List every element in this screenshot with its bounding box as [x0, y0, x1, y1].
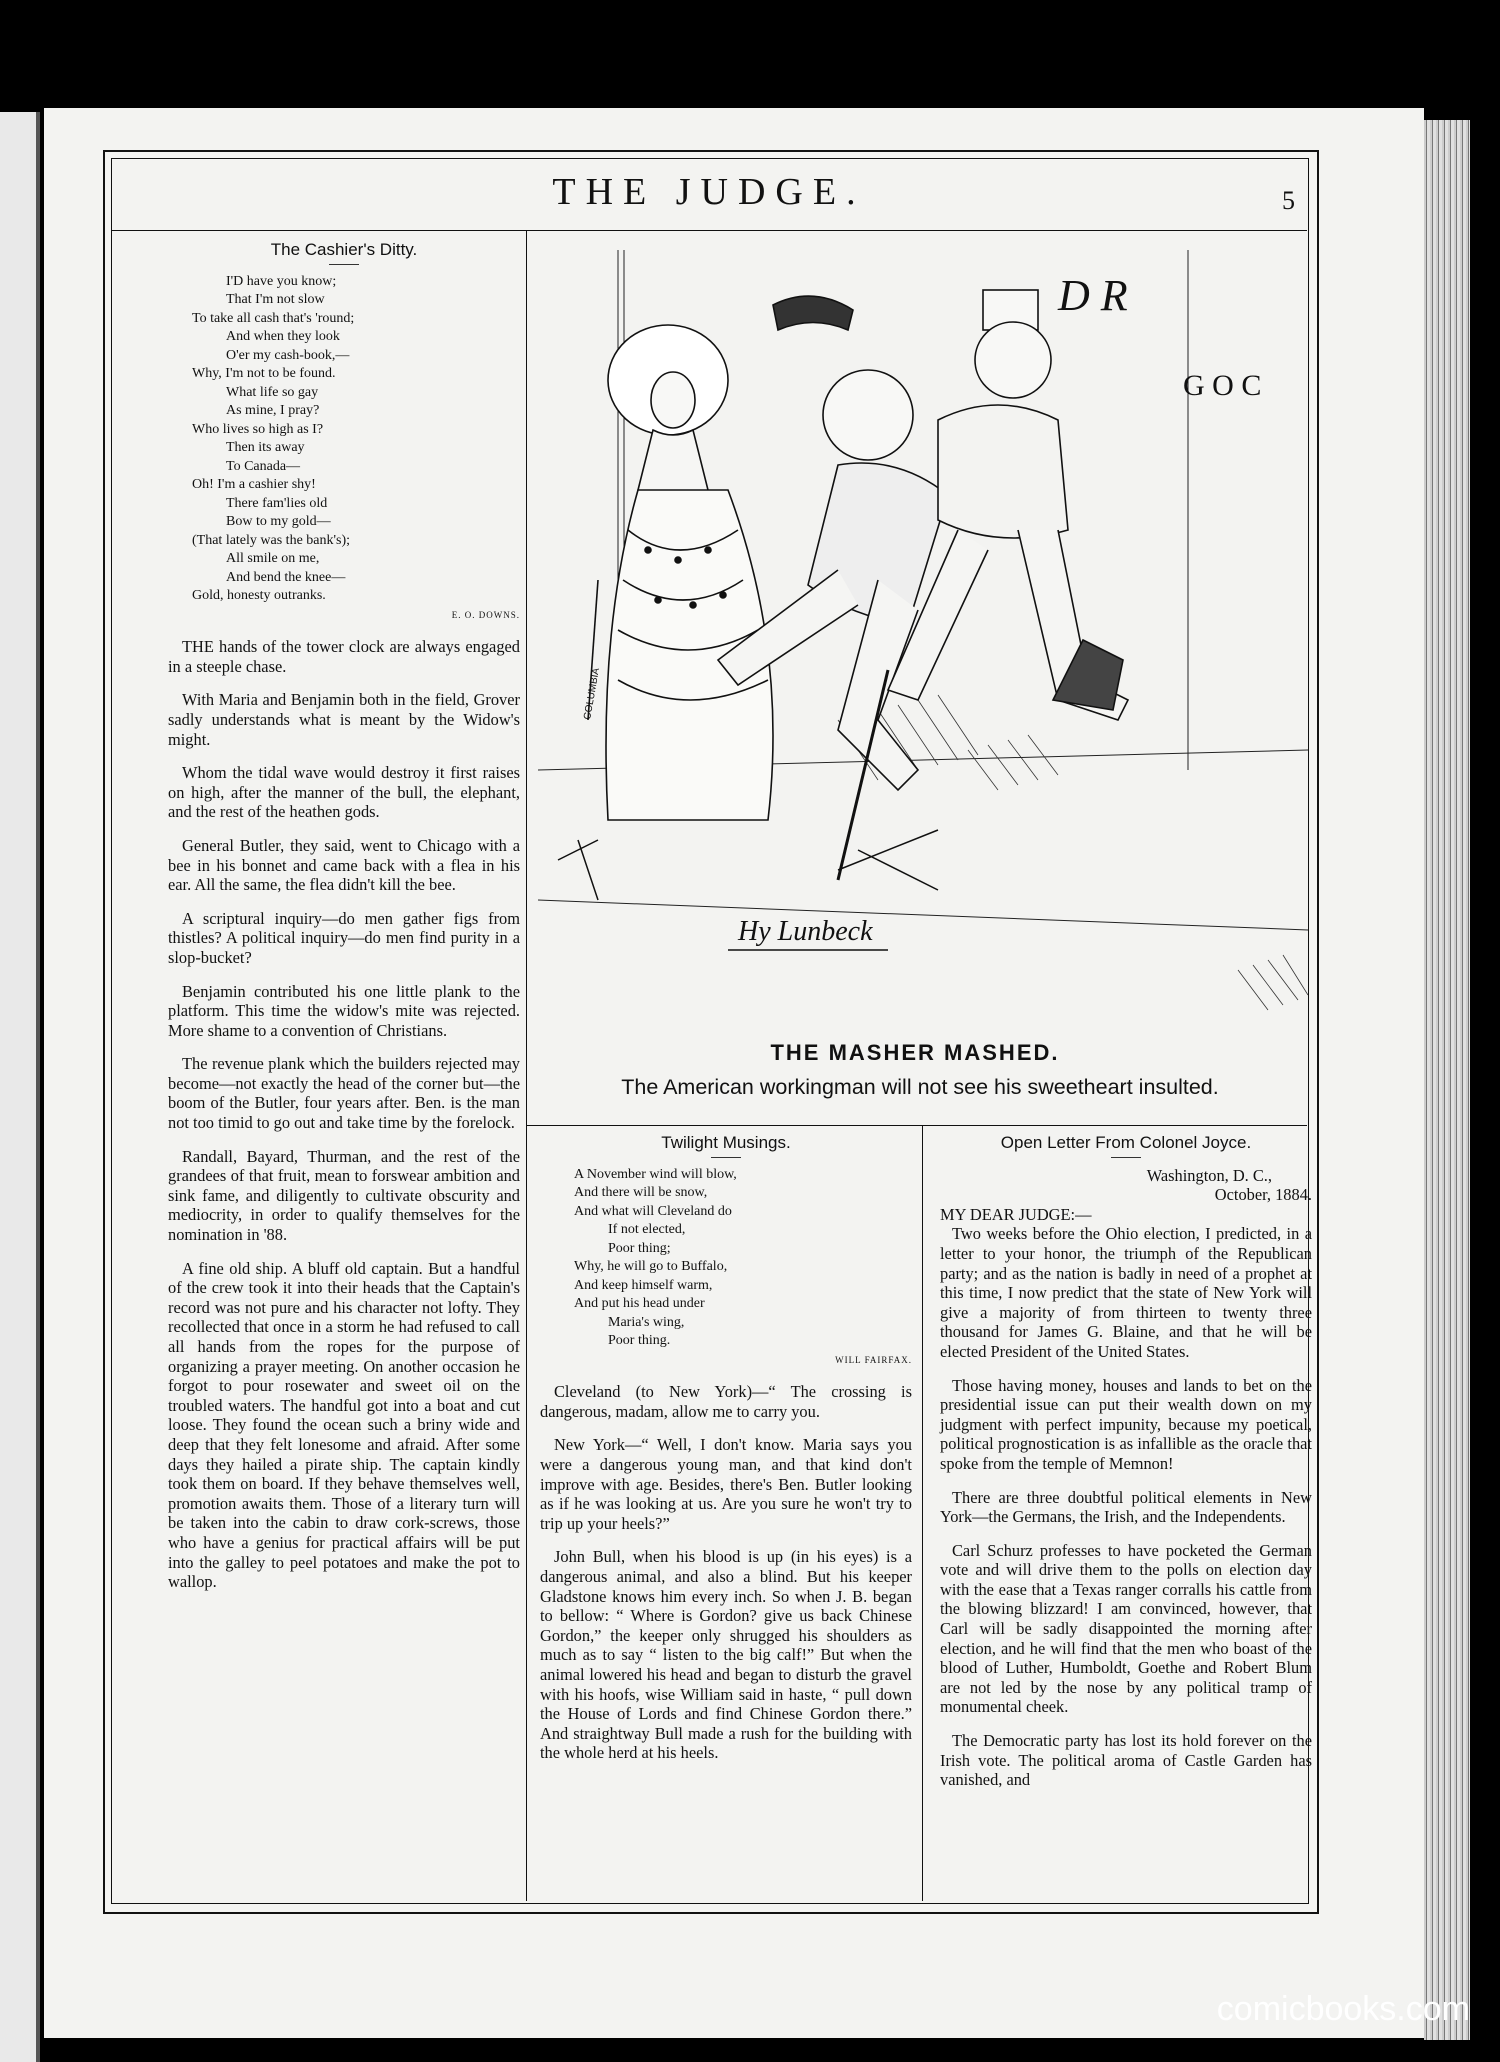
cartoon-illustration: [538, 250, 1308, 1020]
divider: [711, 1157, 741, 1158]
middle-column: [540, 1133, 912, 1777]
right-paragraphs: [940, 1224, 1312, 1789]
poem-line: Why, I'm not to be found.: [192, 366, 336, 382]
poem-line: Why, he will go to Buffalo,: [574, 1259, 728, 1275]
poem-line: And put his head under: [574, 1296, 705, 1312]
paragraph: Benjamin contributed his one little plank to the platform. This time the widow's mite was rejected. More shame to a convention of Christians.: [168, 981, 520, 1040]
salutation: MY DEAR JUDGE:—: [940, 1204, 1092, 1224]
paragraph: The revenue plank which the builders rejected may become—not exactly the head of the corner but—the boom of the Butler, four years after. Ben. is the man not too timid to go out and take time by the forelock.: [168, 1054, 520, 1133]
poem-line: Then its away: [226, 440, 305, 456]
poem-line: Gold, honesty outranks.: [192, 588, 326, 604]
page-stack-edge: [1424, 120, 1470, 2040]
wall-letters-2: G O C: [1183, 369, 1262, 402]
dateline-place: Washington, D. C.,: [1146, 1165, 1272, 1185]
paragraph: Those having money, houses and lands to bet on the presidential issue can put their wealth down on my judgment with perfect impunity, because my poetical, political prognostication is as infallible as the oracle that spoke from the temple of Memnon!: [940, 1375, 1312, 1473]
poem-line: Poor thing;: [608, 1240, 671, 1256]
artist-signature: Hy Lunbeck: [738, 916, 873, 947]
divider: [1111, 1157, 1141, 1158]
paragraph: Two weeks before the Ohio election, I predicted, in a letter to your honor, the triumph of the Republican party; and as the nation is badly in need of a prophet at this time, I now predict that the state of New York will give a majority of from thirteen to twenty three thousand for James G. Blaine, and that he will be elected President of the United States.: [940, 1224, 1312, 1361]
poem-author: E. O. DOWNS.: [451, 609, 520, 620]
paragraph: A scriptural inquiry—do men gather figs from thistles? A political inquiry—do men find purity in a slop-bucket?: [168, 908, 520, 967]
poem-line: O'er my cash-book,—: [226, 347, 350, 363]
right-column: [940, 1133, 1312, 1804]
masthead-rule: [111, 230, 1307, 231]
poem-line: And keep himself warm,: [574, 1277, 713, 1293]
dateline-date: October, 1884.: [1214, 1185, 1312, 1205]
wall-letters: D R: [1058, 271, 1128, 320]
poem-title-cashier: The Cashier's Ditty.: [270, 240, 418, 259]
poem-line: What life so gay: [226, 384, 319, 400]
poem-title-twilight: Twilight Musings.: [661, 1133, 791, 1152]
middle-paragraphs: [540, 1382, 912, 1763]
columbia-label: COLUMBIA: [582, 667, 603, 721]
poem-line: To Canada—: [226, 458, 301, 474]
paragraph: Whom the tidal wave would destroy it first raises on high, after the manner of the bull, the elephant, and the rest of the heathen gods.: [168, 763, 520, 822]
poem-line: That I'm not slow: [226, 292, 325, 308]
poem-line: As mine, I pray?: [226, 403, 320, 419]
poem-line: All smile on me,: [226, 551, 320, 567]
paragraph: Cleveland (to New York)—“ The crossing is dangerous, madam, allow me to carry you.: [540, 1382, 912, 1421]
poem-line: Who lives so high as I?: [192, 421, 324, 437]
poem-line: And there will be snow,: [574, 1185, 708, 1201]
paragraph: John Bull, when his blood is up (in his eyes) is a dangerous animal, and also a blind. But his keeper Gladstone knows him every inch. So when J. B. began to bellow: “ Where is Gordon? give us back Chinese Gordon,” the keeper only shrugged his shoulders as much as to say “ listen to the big calf!” But when the animal lowered his head and began to disturb the gravel with his hoofs, wise William said in haste, “ pull down the House of Lords and find Chinese Gordon there.” And straightway Bull made a rush for the building with the whole herd at his heels.: [540, 1547, 912, 1763]
poem-line: To take all cash that's 'round;: [192, 310, 355, 326]
caption-rule: [527, 1125, 1307, 1126]
poem-line: I'D have you know;: [226, 273, 337, 289]
facing-page-edge: [0, 112, 40, 2062]
paragraph: Carl Schurz professes to have pocketed the German vote and will drive them to the polls on election day with the ease that a Texas ranger corralls his cattle from the blowing blizzard! I am convinced, however, that Carl will be sadly disappointed the morning after election, and he will find that the men who boast of the blood of Luther, Humboldt, Goethe and Robert Blum are not led by the nose by any political tramp of monumental cheek.: [940, 1540, 1312, 1717]
poem-line: If not elected,: [608, 1222, 686, 1238]
poem-line: And what will Cleveland do: [574, 1203, 732, 1219]
paragraph: THE hands of the tower clock are always engaged in a steeple chase.: [168, 637, 520, 676]
paragraph: The Democratic party has lost its hold forever on the Irish vote. The political aroma of Castle Garden has vanished, and: [940, 1731, 1312, 1790]
column-rule-left: [526, 231, 527, 1901]
poem-line: Oh! I'm a cashier shy!: [192, 477, 316, 493]
left-column: [168, 240, 520, 1606]
poem-line: Poor thing.: [608, 1333, 671, 1349]
poem-line: A November wind will blow,: [574, 1166, 737, 1182]
poem-cashier: [168, 273, 520, 606]
poem-line: And when they look: [226, 329, 340, 345]
paragraph: There are three doubtful political elements in New York—the Germans, the Irish, and the Independents.: [940, 1487, 1312, 1527]
cartoon-subtitle: The American workingman will not see his sweetheart insulted.: [621, 1075, 1219, 1099]
paragraph: New York—“ Well, I don't know. Maria says you were a dangerous young man, and that kind don't improve with age. Besides, there's Ben. Butler looking as if he was looking at us. Are you sure he won't try to trip up your heels?”: [540, 1435, 912, 1533]
left-paragraphs: [168, 637, 520, 1592]
paragraph: With Maria and Benjamin both in the field, Grover sadly understands what is meant by the Widow's might.: [168, 690, 520, 749]
watermark: comicbooks.com: [1216, 1990, 1470, 2028]
poem-line: There fam'lies old: [226, 495, 328, 511]
poem-line: Bow to my gold—: [226, 514, 331, 530]
paragraph: Randall, Bayard, Thurman, and the rest of the grandees of that fruit, mean to forswear ambition and sink fame, and diligently to cultivate obscurity and mediocrity, in order to qualify themselves for the nomination in '88.: [168, 1146, 520, 1245]
poem-twilight: [540, 1166, 912, 1351]
masthead: THE JUDGE.: [552, 171, 866, 213]
poem-line: Maria's wing,: [608, 1314, 685, 1330]
letter-title: Open Letter From Colonel Joyce.: [1000, 1133, 1252, 1152]
page-number: 5: [1282, 186, 1295, 215]
poem-line: (That lately was the bank's);: [192, 532, 351, 548]
paragraph: A fine old ship. A bluff old captain. But a handful of the crew took it into their heads that the Captain's record was not pure and his character not lofty. They recollected that once in a storm he had refused to call all hands from the ropes for the purpose of organizing a prayer meeting. On another occasion he forgot to pour rosewater and sweet oil on the troubled waters. The handful got into a boat and cut loose. They found the ocean such a briny wide and deep that they felt lonesome and afraid. After some days they hailed a pirate ship. The captain kindly took them on board. If they behave themselves well, promotion awaits them. Those of a literary turn will be taken into the cabin to draw cork-screws, those who have a genius for practical affairs will be put into the galley to peel potatoes and make the pot to wallop.: [168, 1258, 520, 1592]
column-rule-right: [922, 1126, 923, 1901]
paragraph: General Butler, they said, went to Chicago with a bee in his bonnet and came back with a flea in his ear. All the same, the flea didn't kill the bee.: [168, 835, 520, 895]
divider: [329, 264, 359, 265]
poem-line: And bend the knee—: [226, 569, 346, 585]
poem-author: WILL FAIRFAX.: [835, 1354, 912, 1365]
cartoon-title: THE MASHER MASHED.: [770, 1040, 1060, 1065]
